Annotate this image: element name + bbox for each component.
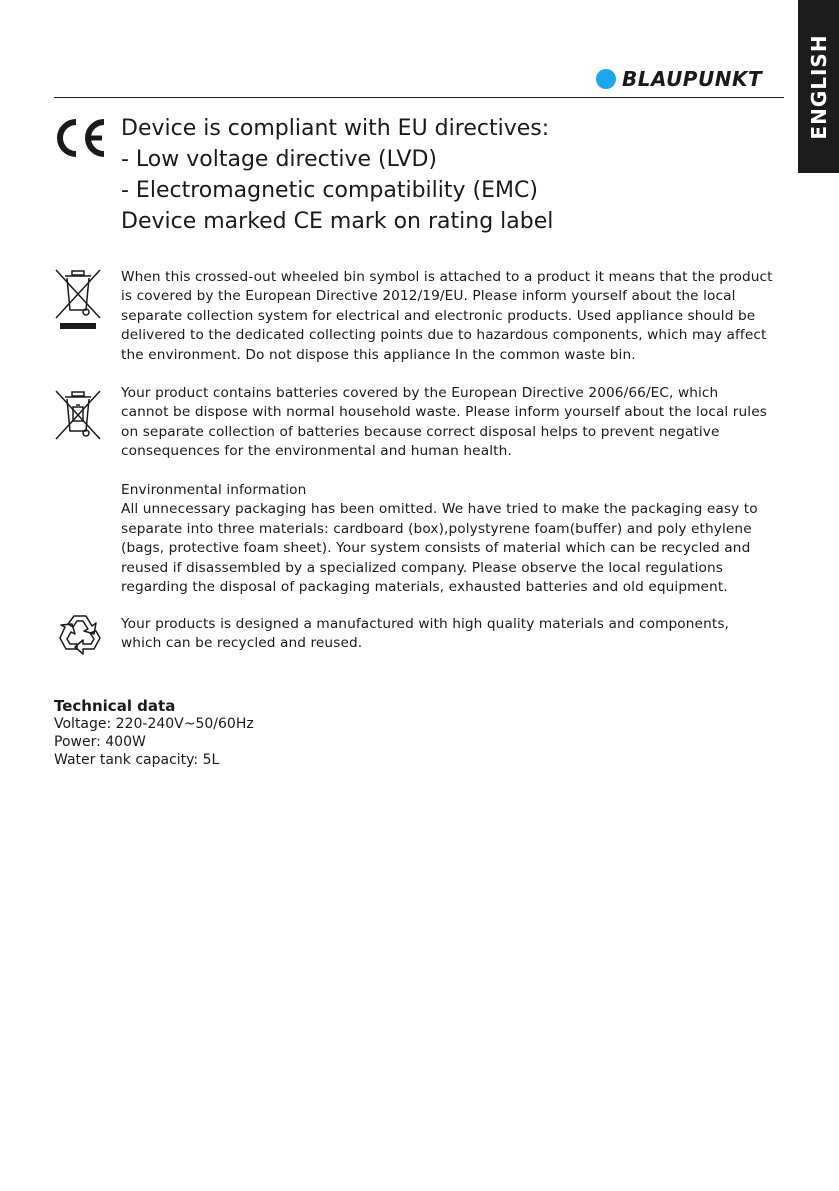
spec-voltage: Voltage: 220-240V~50/60Hz xyxy=(54,716,254,732)
text-line: separate into three materials: cardboard (box),polystyrene foam(buffer) and poly ethylene xyxy=(121,520,752,537)
ce-line: - Low voltage directive (LVD) xyxy=(121,147,437,172)
language-label: ENGLISH xyxy=(806,33,831,140)
technical-data-title: Technical data xyxy=(54,697,176,715)
text-line: delivered to the dedicated collecting points due to hazardous components, which may affect xyxy=(121,327,767,344)
brand-dot-icon xyxy=(596,69,616,89)
recycle-icon xyxy=(56,612,104,658)
text-line: which can be recycled and reused. xyxy=(121,635,363,652)
environment-heading: Environmental information xyxy=(121,482,307,498)
header-divider xyxy=(54,97,784,98)
text-line: consequences for the environmental and human health. xyxy=(121,443,512,460)
crossed-out-battery-bin-icon xyxy=(54,389,102,441)
crossed-out-bin-icon xyxy=(54,268,102,332)
text-line: separate collection system for electrical and electronic products. Used appliance should be xyxy=(121,307,756,324)
text-line: reused if disassembled by a specialized company. Please observe the local regulations xyxy=(121,559,723,576)
spec-power: Power: 400W xyxy=(54,734,146,750)
battery-paragraph xyxy=(121,384,789,462)
environment-paragraph xyxy=(121,481,789,597)
spec-water-tank: Water tank capacity: 5L xyxy=(54,752,220,768)
ce-mark-icon xyxy=(52,118,108,158)
text-line: regarding the disposal of packaging materials, exhausted batteries and old equipment. xyxy=(121,579,728,596)
text-line: Your products is designed a manufactured with high quality materials and components, xyxy=(121,616,730,632)
technical-data xyxy=(54,697,254,769)
text-line: When this crossed-out wheeled bin symbol is attached to a product it means that the product xyxy=(121,269,773,285)
text-line: (bags, protective foam sheet). Your system consists of material which can be recycled and xyxy=(121,540,751,557)
ce-line: - Electromagnetic compatibility (EMC) xyxy=(121,178,538,203)
brand-logo xyxy=(596,66,762,92)
text-line: on separate collection of batteries because correct disposal helps to prevent negative xyxy=(121,423,720,440)
weee-paragraph xyxy=(121,268,789,365)
text-line: cannot be dispose with normal household waste. Please inform yourself about the local rules xyxy=(121,404,767,421)
text-line: the environment. Do not dispose this appliance In the common waste bin. xyxy=(121,346,636,363)
ce-line: Device is compliant with EU directives: xyxy=(121,116,550,141)
language-tab xyxy=(798,0,839,173)
text-line: Your product contains batteries covered by the European Directive 2006/66/EC, which xyxy=(121,385,719,401)
text-line: All unnecessary packaging has been omitted. We have tried to make the packaging easy to xyxy=(121,501,758,518)
ce-compliance-text xyxy=(121,113,641,237)
text-line: is covered by the European Directive 2012/19/EU. Please inform yourself about the local xyxy=(121,288,736,305)
recycle-paragraph xyxy=(121,615,789,654)
ce-line: Device marked CE mark on rating label xyxy=(121,209,554,234)
brand-name: BLAUPUNKT xyxy=(622,67,763,91)
